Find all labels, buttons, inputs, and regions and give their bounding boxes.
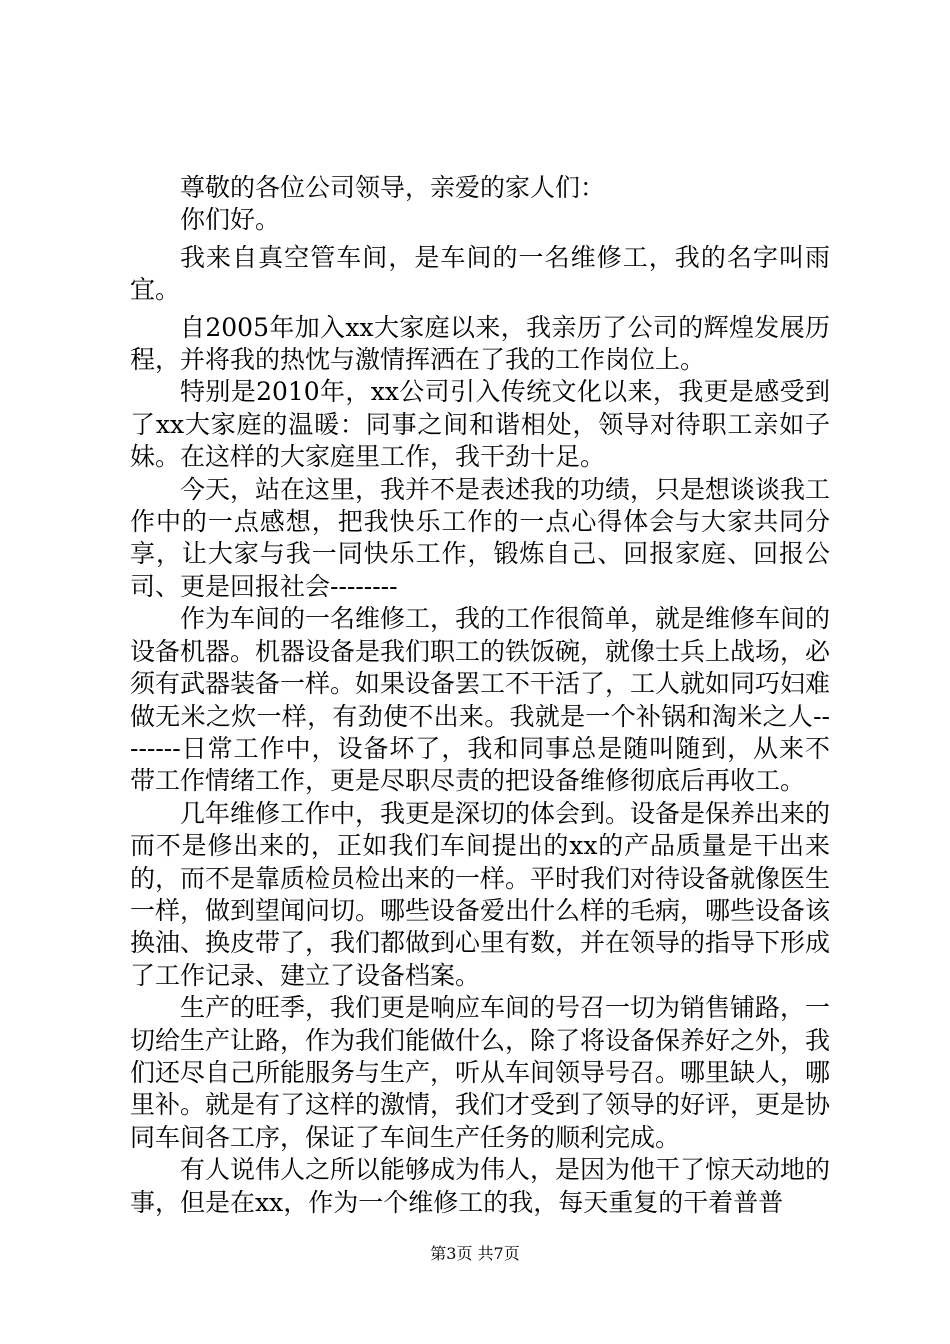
paragraph-peak-season: 生产的旺季，我们更是响应车间的号召一切为销售铺路，一切给生产让路，作为我们能做什么，除了将设备保养好之外，我们还尽自己所能服务与生产，听从车间领导号召。哪里缺人，哪里补。就是有了这样的激情，我们才受到了领导的好评，更是协同车间各工序，保证了车间生产任务的顺利完成。	[130, 993, 831, 1152]
paragraph-great-people: 有人说伟人之所以能够成为伟人，是因为他干了惊天动地的事，但是在xx，作为一个维修工的我，每天重复的干着普普	[130, 1155, 831, 1217]
paragraph-maintenance: 几年维修工作中，我更是深切的体会到。设备是保养出来的而不是修出来的，正如我们车间提出的xx的产品质量是干出来的，而不是靠质检员检出来的一样。平时我们对待设备就像医生一样，做到望闻问切。哪些设备爱出什么样的毛病，哪些设备该换油、换皮带了，我们都做到心里有数，并在领导的指导下形成了工作记录、建立了设备档案。	[130, 798, 831, 990]
page-number: 第3页 共7页	[430, 1244, 520, 1263]
paragraph-salutation: 尊敬的各位公司领导，亲爱的家人们：	[180, 173, 606, 202]
paragraph-introduction: 我来自真空管车间，是车间的一名维修工，我的名字叫雨宜。	[130, 242, 830, 305]
paragraph-today: 今天，站在这里，我并不是表述我的功绩，只是想谈谈我工作中的一点感想，把我快乐工作的一点心得体会与大家共同分享，让大家与我一同快乐工作，锻炼自己、回报家庭、回报公司、更是回报社会--------	[130, 474, 831, 601]
paragraph-culture: 特别是2010年，xx公司引入传统文化以来，我更是感受到了xx大家庭的温暖：同事之间和谐相处，领导对待职工亲如子妹。在这样的大家庭里工作，我干劲十足。	[130, 377, 830, 472]
document-body	[130, 172, 830, 1219]
paragraph-job: 作为车间的一名维修工，我的工作很简单，就是维修车间的设备机器。机器设备是我们职工的铁饭碗，就像士兵上战场，必须有武器装备一样。如果设备罢工不干活了，工人就如同巧妇难做无米之炊一样，有劲使不出来。我就是一个补锅和淘米之人--------日常工作中，设备坏了，我和同事总是随叫随到，从来不带工作情绪工作，更是尽职尽责的把设备维修彻底后再收工。	[130, 604, 831, 796]
paragraph-joining: 自2005年加入xx大家庭以来，我亲历了公司的辉煌发展历程，并将我的热忱与激情挥洒在了我的工作岗位上。	[130, 312, 830, 375]
paragraph-greeting: 你们好。	[180, 205, 281, 235]
